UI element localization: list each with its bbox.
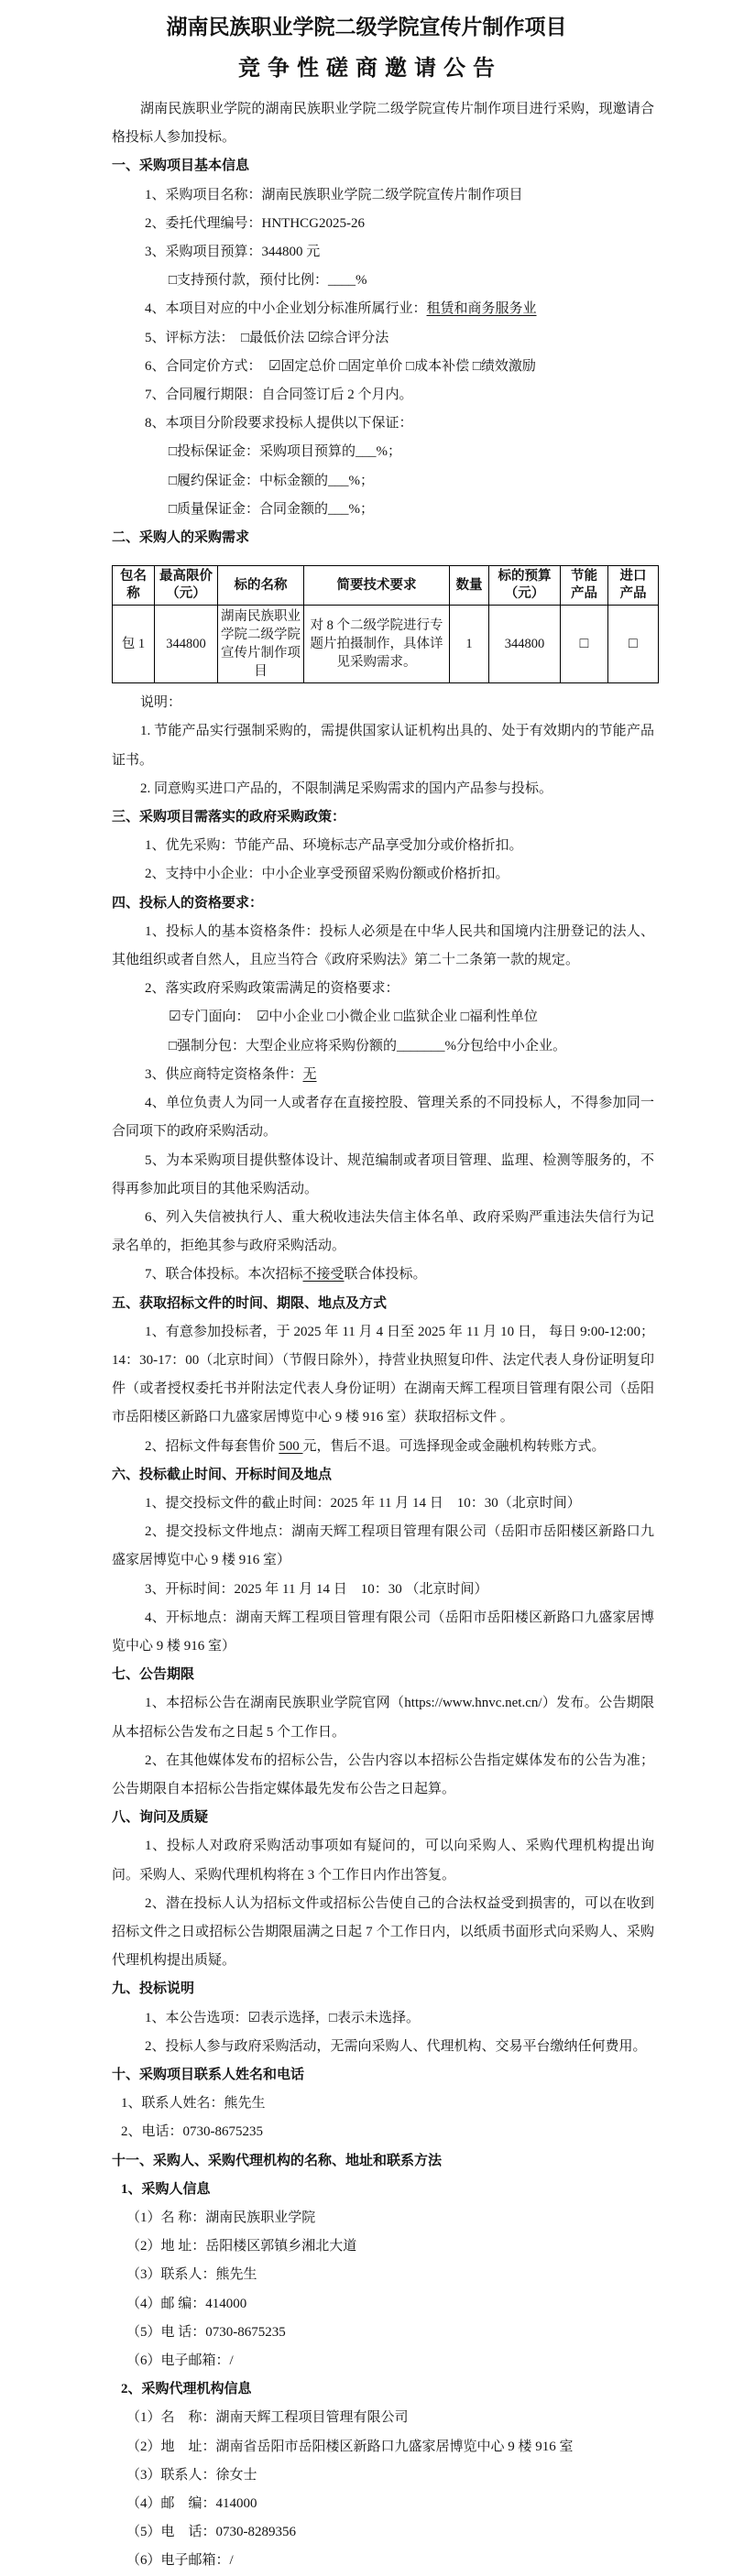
document-subtitle: 竞争性磋商邀请公告: [238, 57, 502, 81]
section-10-heading: 十、采购项目联系人姓名和电话: [112, 2068, 305, 2082]
document-header: [0, 0, 733, 90]
agency-phone: （5）电 话：0730-8289356: [126, 2525, 296, 2540]
purchaser-zipcode: （4）邮 编：414000: [126, 2296, 247, 2311]
table-cell: 344800: [489, 606, 561, 683]
list-item: 5、评标方法： □最低价法 ☑综合评分法: [145, 330, 389, 345]
purchaser-email: （6）电子邮箱：/: [126, 2353, 234, 2369]
agency-contact: （3）联系人：徐女士: [126, 2467, 257, 2483]
table-header-cell: 标的预算 （元）: [489, 566, 561, 606]
list-item: 6、列入失信被执行人、重大税收违法失信主体名单、政府采购严重违法失信行为记录名单的，拒绝其参与政府采购活动。: [112, 1209, 654, 1254]
table-cell: 包 1: [113, 606, 155, 683]
section-9-heading: 九、投标说明: [112, 1981, 195, 1997]
list-item: 3、供应商特定资格条件：无: [145, 1066, 317, 1082]
purchaser-phone: （5）电 话：0730-8675235: [126, 2324, 286, 2340]
section-2-heading: 二、采购人的采购需求: [112, 530, 250, 546]
section-1-heading: 一、采购项目基本信息: [112, 158, 250, 174]
list-item: 1、投标人的基本资格条件：投标人必须是在中华人民共和国境内注册登记的法人、其他组织或者自然人，且应当符合《政府采购法》第二十二条第一款的规定。: [112, 923, 654, 968]
note-label: 说明：: [140, 695, 182, 711]
list-item: 3、开标时间：2025 年 11 月 14 日 10：30 （北京时间）: [145, 1581, 488, 1597]
underlined-text: 租赁和商务服务业: [426, 301, 537, 317]
purchaser-address: （2）地 址：岳阳楼区郭镇乡湘北大道: [126, 2239, 357, 2254]
checkbox-line: ☑专门面向： ☑中小企业 □小微企业 □监狱企业 □福利性单位: [169, 1010, 538, 1025]
section-6-heading: 六、投标截止时间、开标时间及地点: [112, 1467, 333, 1482]
section-5-heading: 五、获取招标文件的时间、期限、地点及方式: [112, 1295, 388, 1311]
note-item: 2. 同意购买进口产品的，不限制满足采购需求的国内产品参与投标。: [140, 780, 553, 796]
table-header-cell: 标的名称: [218, 566, 304, 606]
checkbox-line: □质量保证金：合同金额的___%；: [169, 501, 375, 517]
table-header-cell: 进口 产品: [608, 566, 659, 606]
table-header-cell: 节能 产品: [561, 566, 608, 606]
list-item: 2、支持中小企业：中小企业享受预留采购份额或价格折扣。: [145, 867, 509, 882]
table-header-cell: 简要技术要求: [304, 566, 450, 606]
section-4-heading: 四、投标人的资格要求：: [112, 895, 264, 911]
list-item: 1、本招标公告在湖南民族职业学院官网（https://www.hnvc.net.cn/）发布。公告期限从本招标公告发布之日起 5 个工作日。: [112, 1696, 654, 1740]
procurement-table: [112, 565, 659, 683]
list-item: 7、联合体投标。本次招标不接受联合体投标。: [145, 1267, 427, 1283]
note-item: 1. 节能产品实行强制采购的，需提供国家认证机构出具的、处于有效期内的节能产品证书。: [112, 724, 654, 768]
list-item: 1、本公告选项：☑表示选择，□表示未选择。: [145, 2010, 421, 2025]
checkbox-line: □履约保证金：中标金额的___%；: [169, 473, 375, 488]
list-item: 1、采购项目名称：湖南民族职业学院二级学院宣传片制作项目: [145, 187, 523, 202]
intro-paragraph: 湖南民族职业学院的湖南民族职业学院二级学院宣传片制作项目进行采购，现邀请合格投标人参加投标。: [112, 102, 654, 146]
contact-name-line: 1、联系人姓名：熊先生: [121, 2096, 266, 2112]
contact-phone-line: 2、电话：0730-8675235: [121, 2124, 263, 2140]
agency-info-heading: 2、采购代理机构信息: [121, 2382, 252, 2397]
list-item: 2、提交投标文件地点：湖南天辉工程项目管理有限公司（岳阳市岳阳楼区新路口九盛家居博览中心 9 楼 916 室）: [112, 1524, 654, 1568]
document-body: [0, 90, 733, 2576]
list-item: 2、委托代理编号：HNTHCG2025-26: [145, 215, 365, 231]
list-item: 4、开标地点：湖南天辉工程项目管理有限公司（岳阳市岳阳楼区新路口九盛家居博览中心 9 楼 916 室）: [112, 1610, 654, 1654]
table-header-cell: 最高限价 （元）: [155, 566, 218, 606]
agency-email: （6）电子邮箱：/: [126, 2553, 234, 2569]
agency-zipcode: （4）邮 编：414000: [126, 2496, 257, 2512]
checkbox-line: □投标保证金：采购项目预算的___%；: [169, 444, 402, 460]
list-item: 4、单位负责人为同一人或者存在直接控股、管理关系的不同投标人，不得参加同一合同项下的政府采购活动。: [112, 1096, 654, 1140]
agency-address: （2）地 址：湖南省岳阳市岳阳楼区新路口九盛家居博览中心 9 楼 916 室: [126, 2439, 574, 2454]
checkbox-line: □强制分包：大型企业应将采购份额的_______%分包给中小企业。: [169, 1038, 567, 1053]
table-cell: 344800: [155, 606, 218, 683]
table-header-cell: 数量: [450, 566, 489, 606]
list-item: 2、招标文件每套售价 500 元，售后不退。可选择现金或金融机构转账方式。: [145, 1438, 606, 1454]
agency-name: （1）名 称：湖南天辉工程项目管理有限公司: [126, 2410, 409, 2426]
purchaser-name: （1）名 称：湖南民族职业学院: [126, 2210, 316, 2226]
purchaser-info-heading: 1、采购人信息: [121, 2181, 211, 2197]
list-item: 3、采购项目预算：344800 元: [145, 245, 321, 260]
list-item: 5、为本采购项目提供整体设计、规范编制或者项目管理、监理、检测等服务的，不得再参加此项目的其他采购活动。: [112, 1152, 654, 1196]
underlined-text: 500: [279, 1438, 303, 1454]
underlined-text: 不接受: [302, 1267, 345, 1283]
list-item: 4、本项目对应的中小企业划分标准所属行业：租赁和商务服务业: [145, 301, 537, 317]
list-item: 2、落实政府采购政策需满足的资格要求：: [145, 981, 399, 997]
list-item: 1、提交投标文件的截止时间：2025 年 11 月 14 日 10：30（北京时间）: [145, 1495, 581, 1511]
table-cell: 1: [450, 606, 489, 683]
table-cell: 湖南民族职业学院二级学院宣传片制作项目: [218, 606, 304, 683]
list-item: 1、优先采购：节能产品、环境标志产品享受加分或价格折扣。: [145, 838, 523, 854]
list-item: 2、投标人参与政府采购活动，无需向采购人、代理机构、交易平台缴纳任何费用。: [145, 2038, 647, 2054]
table-cell: 对 8 个二级学院进行专题片拍摄制作，具体详见采购需求。: [304, 606, 450, 683]
document-title: 湖南民族职业学院二级学院宣传片制作项目: [166, 16, 567, 38]
section-3-heading: 三、采购项目需落实的政府采购政策：: [112, 810, 346, 825]
list-item: 2、潜在投标人认为招标文件或招标公告使自己的合法权益受到损害的，可以在收到招标文件之日或招标公告期限届满之日起 7 个工作日内，以纸质书面形式向采购人、采购代理机构提出质疑。: [112, 1895, 654, 1969]
list-item: 7、合同履行期限：自合同签订后 2 个月内。: [145, 387, 413, 403]
section-11-heading: 十一、采购人、采购代理机构的名称、地址和联系方法: [112, 2153, 443, 2168]
list-item: 1、有意参加投标者，于 2025 年 11 月 4 日至 2025 年 11 月 10 日， 每日 9:00-12:00；14：30-17：00（北京时间）（节假日除外），持营业执照复印件、法定代表人身份证明复印件（或者授权委托书并附法定代表人身份证明）在湖南天辉工程项目管理有限公司（岳阳市岳阳楼区新路口九盛家居博览中心 9 楼 916 室）获取招标文件 。: [112, 1324, 654, 1425]
section-7-heading: 七、公告期限: [112, 1667, 195, 1683]
unchecked-box-icon: □: [608, 606, 659, 683]
list-item: 8、本项目分阶段要求投标人提供以下保证：: [145, 416, 413, 431]
checkbox-line: □支持预付款，预付比例：____%: [169, 273, 367, 289]
table-header-cell: 包名称: [113, 566, 155, 606]
list-item: 6、合同定价方式： ☑固定总价 □固定单价 □成本补偿 □绩效激励: [145, 358, 536, 374]
underlined-text: 无: [302, 1066, 317, 1082]
purchaser-contact: （3）联系人：熊先生: [126, 2267, 257, 2283]
section-8-heading: 八、询问及质疑: [112, 1810, 209, 1826]
list-item: 1、投标人对政府采购活动事项如有疑问的，可以向采购人、采购代理机构提出询问。采购人、采购代理机构将在 3 个工作日内作出答复。: [112, 1839, 654, 1883]
list-item: 2、在其他媒体发布的招标公告，公告内容以本招标公告指定媒体发布的公告为准；公告期限自本招标公告指定媒体最先发布公告之日起算。: [112, 1752, 654, 1796]
unchecked-box-icon: □: [561, 606, 608, 683]
